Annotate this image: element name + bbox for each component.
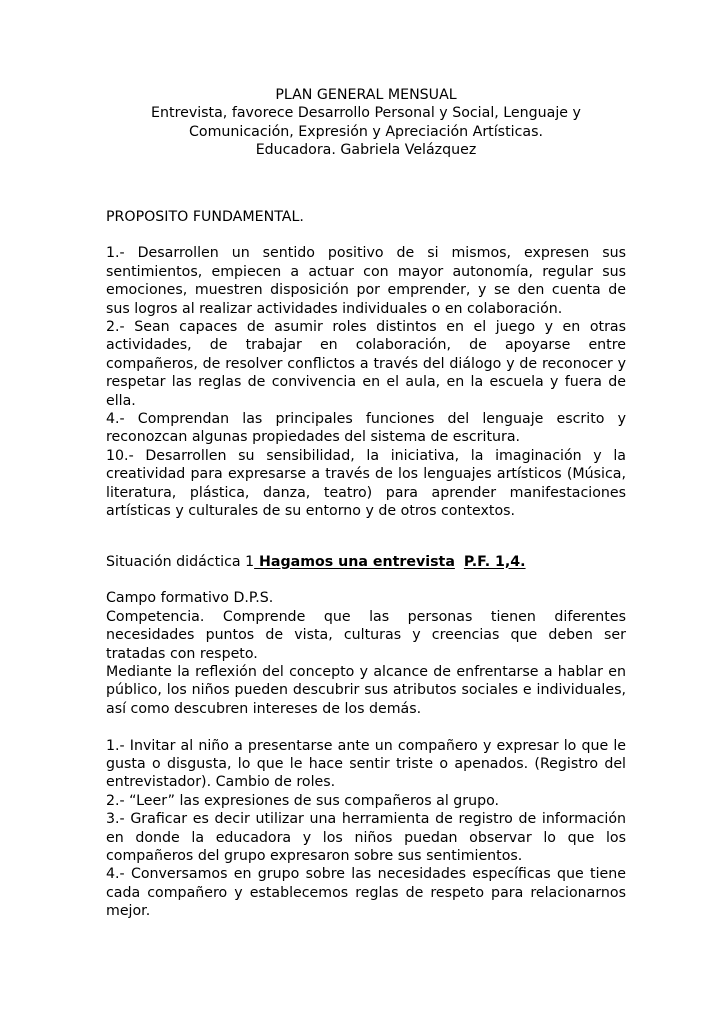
situacion-line — [106, 553, 626, 571]
proposito-item: 2.- Sean capaces de asumir roles distintos en el juego y en otras actividades, de trabajar en colaboración, de apoyarse entre compañeros, de resolver conflictos a través del diálogo y de reconocer y respetar las reglas de convivencia en el aula, en la escuela y fuera de ella. — [106, 319, 626, 409]
document-page — [106, 86, 626, 921]
header-subtitle-1: Entrevista, favorece Desarrollo Personal y Social, Lenguaje y — [151, 105, 581, 122]
mediante-text: Mediante la reflexión del concepto y alcance de enfrentarse a hablar en público, los niños pueden descubrir sus atributos sociales e individuales, así como descubren intereses de los demás. — [106, 663, 626, 717]
header-subtitle-2: Comunicación, Expresión y Apreciación Artísticas. — [189, 123, 543, 140]
actividad-item: 2.- “Leer” las expresiones de sus compañeros al grupo. — [106, 792, 500, 809]
actividades-list — [106, 737, 626, 921]
document-header — [106, 86, 626, 160]
proposito-item: 4.- Comprendan las principales funciones del lenguaje escrito y reconozcan algunas propiedades del sistema de escritura. — [106, 411, 626, 446]
situacion-title: Hagamos una entrevista — [254, 553, 455, 570]
campo-formativo: Campo formativo D.P.S. — [106, 590, 274, 607]
actividad-item: 1.- Invitar al niño a presentarse ante un compañero y expresar lo que le gusta o disgusta, lo que le hace sentir triste o apenados. (Registro del entrevistador). Cambio de roles. — [106, 737, 626, 791]
actividad-item: 4.- Conversamos en grupo sobre las necesidades específicas que tiene cada compañero y establecemos reglas de respeto para relacionarnos mejor. — [106, 866, 626, 920]
proposito-list — [106, 244, 626, 520]
actividad-item: 3.- Graficar es decir utilizar una herramienta de registro de información en donde la educadora y los niños puedan observar lo que los compañeros del grupo expresaron sobre sus sentimientos. — [106, 811, 626, 864]
header-teacher: Educadora. Gabriela Velázquez — [255, 142, 477, 159]
situacion-prefix: Situación didáctica 1 — [106, 553, 255, 570]
proposito-title: PROPOSITO FUNDAMENTAL. — [106, 208, 304, 225]
header-title: PLAN GENERAL MENSUAL — [275, 87, 457, 103]
competencia: Competencia. Comprende que las personas tienen diferentes necesidades puntos de vista, culturas y creencias que deben ser tratadas con respeto. — [106, 608, 626, 662]
situacion-pf: P.F. 1,4. — [463, 553, 526, 570]
proposito-item: 1.- Desarrollen un sentido positivo de si mismos, expresen sus sentimientos, empiecen a actuar con mayor autonomía, regular sus emociones, muestren disposición por emprender, y se den cuenta de sus logros al realizar actividades individuales o en colaboración. — [106, 245, 626, 317]
proposito-item: 10.- Desarrollen su sensibilidad, la iniciativa, la imaginación y la creatividad para expresarse a través de los lenguajes artísticos (Música, literatura, plástica, danza, teatro) para aprender manifestaciones artísticas y culturales de su entorno y de otros contextos. — [106, 447, 626, 520]
